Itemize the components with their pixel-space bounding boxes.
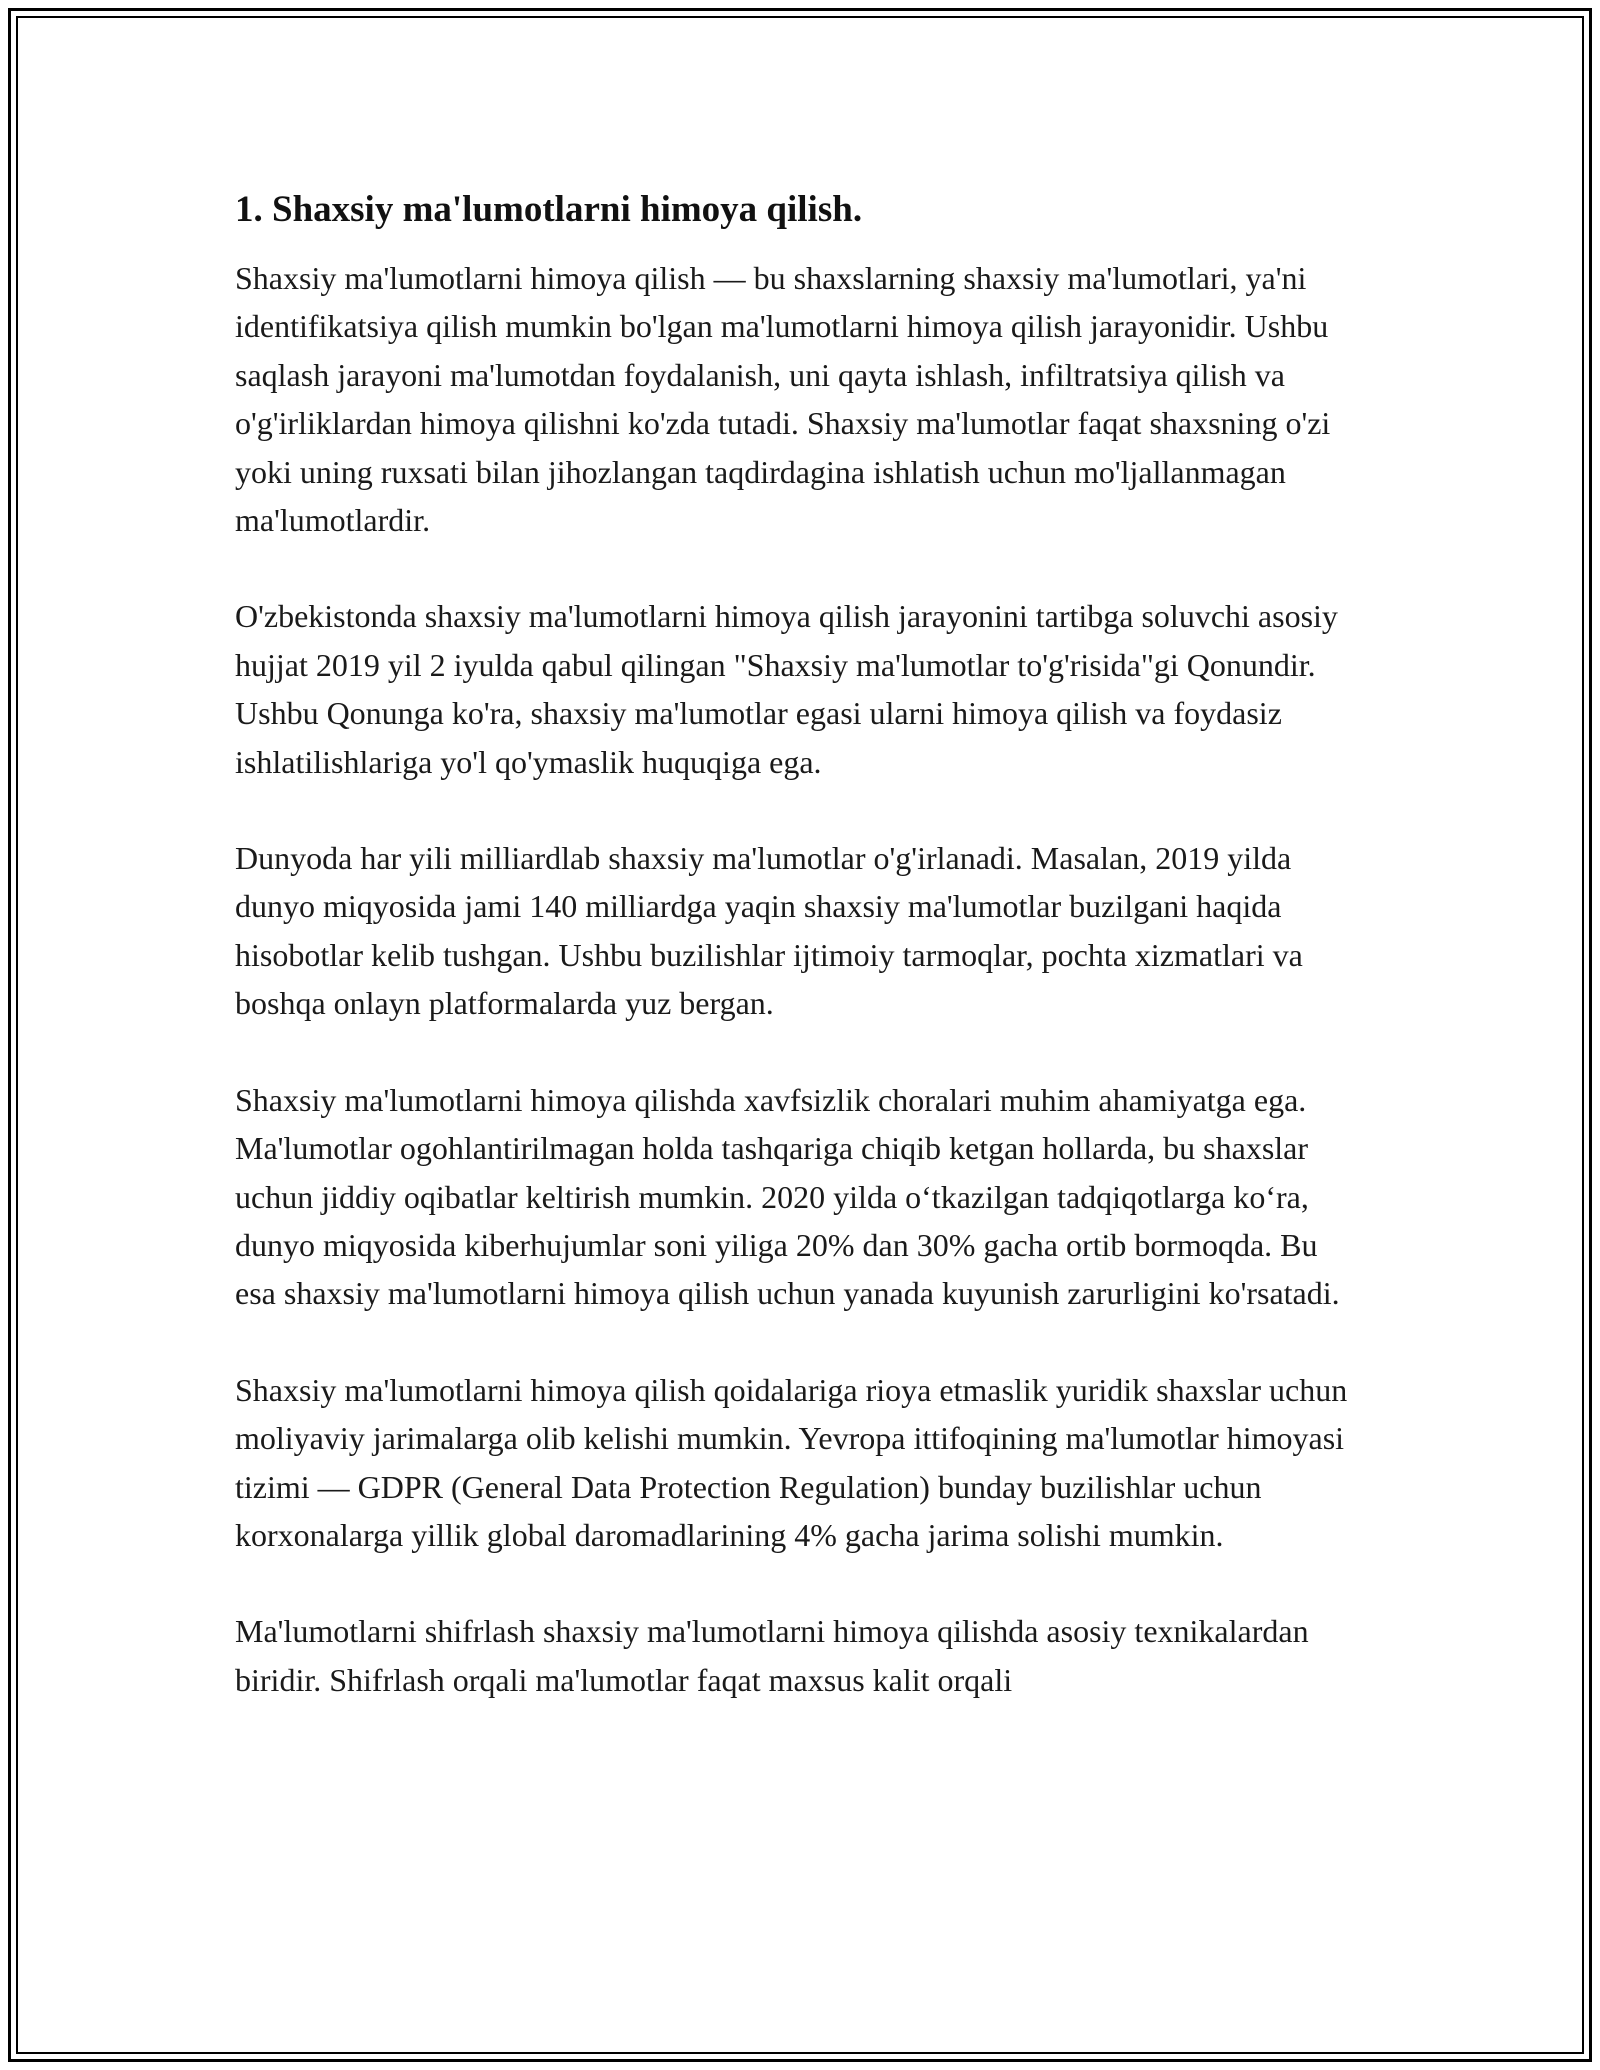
- paragraph-security-measures: Shaxsiy ma'lumotlarni himoya qilishda xavfsizlik choralari muhim ahamiyatga ega. Ma'lumotlar ogohlantirilmagan holda tashqariga chiqib ketgan hollarda, bu shaxslar uchun jiddiy oqibatlar keltirish mumkin. 2020 yilda oʻtkazilgan tadqiqotlarga koʻra, dunyo miqyosida kiberhujumlar soni yiliga 20% dan 30% gacha ortib bormoqda. Bu esa shaxsiy ma'lumotlarni himoya qilish uchun yanada kuyunish zarurligini ko'rsatadi.: [235, 1081, 1340, 1312]
- section-heading: 1. Shaxsiy ma'lumotlarni himoya qilish.: [235, 189, 863, 230]
- paragraph-definition: Shaxsiy ma'lumotlarni himoya qilish — bu shaxslarning shaxsiy ma'lumotlari, ya'ni identifikatsiya qilish mumkin bo'lgan ma'lumotlarni himoya qilish jarayonidir. Ushbu saqlash jarayoni ma'lumotdan foydalanish, uni qayta ishlash, infiltratsiya qilish va o'g'irliklardan himoya qilishni ko'zda tutadi. Shaxsiy ma'lumotlar faqat shaxsning o'zi yoki uning ruxsati bilan jihozlangan taqdirdagina ishlatish uchun mo'ljallanmagan ma'lumotlardir.: [235, 260, 1331, 539]
- paragraph-uzbek-law: O'zbekistonda shaxsiy ma'lumotlarni himoya qilish jarayonini tartibga soluvchi asosiy hujjat 2019 yil 2 iyulda qabul qilingan "Shaxsiy ma'lumotlar to'g'risida"gi Qonundir. Ushbu Qonunga ko'ra, shaxsiy ma'lumotlar egasi ularni himoya qilish va foydasiz ishlatilishlariga yo'l qo'ymaslik huquqiga ega.: [235, 598, 1338, 780]
- paragraph-gdpr-fines: Shaxsiy ma'lumotlarni himoya qilish qoidalariga rioya etmaslik yuridik shaxslar uchun moliyaviy jarimalarga olib kelishi mumkin. Yevropa ittifoqining ma'lumotlar himoyasi tizimi — GDPR (General Data Protection Regulation) bunday buzilishlar uchun korxonalarga yillik global daromadlarining 4% gacha jarima solishi mumkin.: [235, 1371, 1348, 1553]
- paragraph-global-breaches: Dunyoda har yili milliardlab shaxsiy ma'lumotlar o'g'irlanadi. Masalan, 2019 yilda dunyo miqyosida jami 140 milliardga yaqin shaxsiy ma'lumotlar buzilgani haqida hisobotlar kelib tushgan. Ushbu buzilishlar ijtimoiy tarmoqlar, pochta xizmatlari va boshqa onlayn platformalarda yuz bergan.: [235, 840, 1303, 1022]
- document-body: [235, 186, 1365, 1752]
- paragraph-encryption: Ma'lumotlarni shifrlash shaxsiy ma'lumotlarni himoya qilishda asosiy texnikalardan biridir. Shifrlash orqali ma'lumotlar faqat maxsus kalit orqali: [235, 1613, 1309, 1698]
